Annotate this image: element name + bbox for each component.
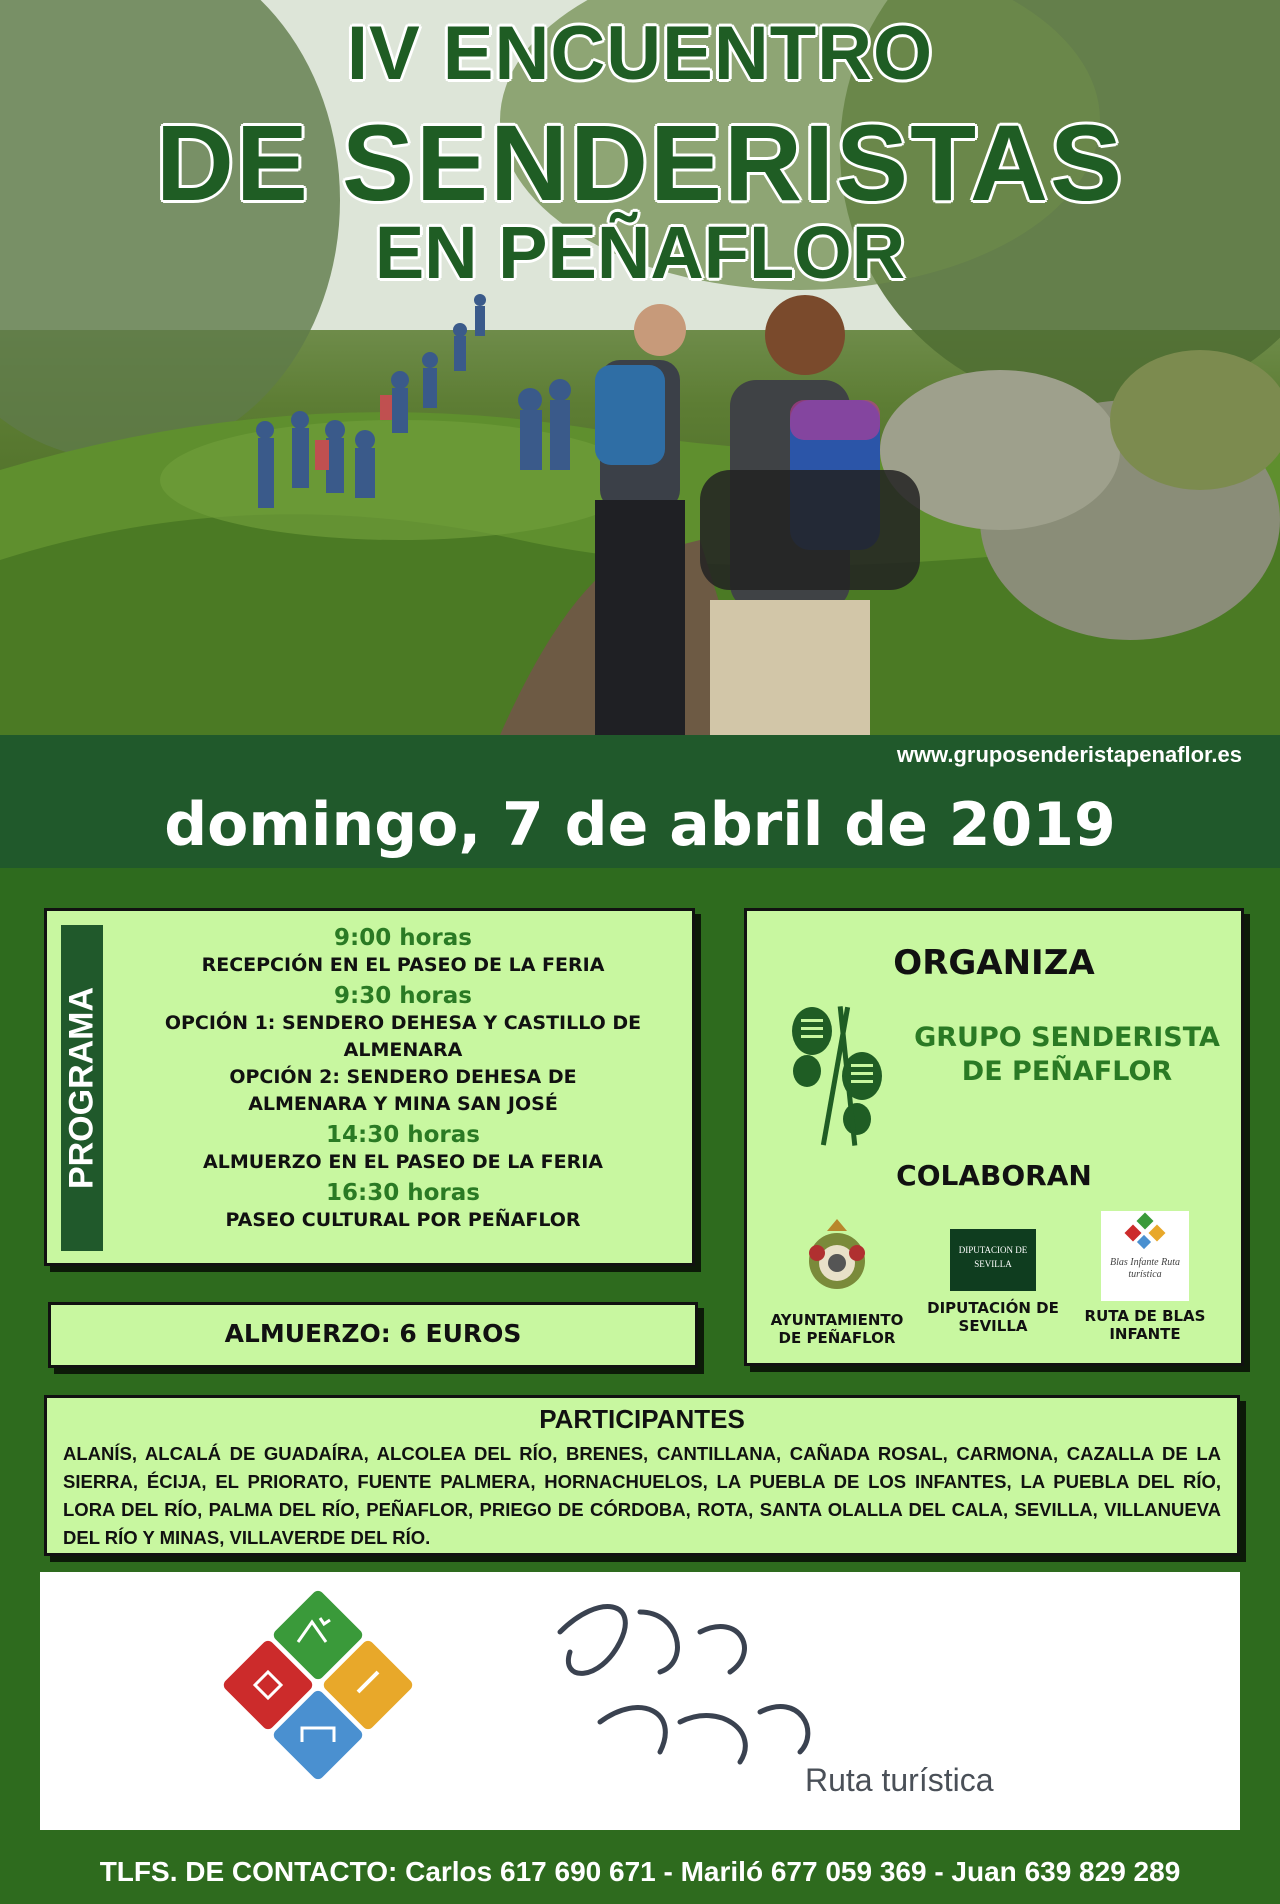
title-line-1: IV ENCUENTRO: [346, 11, 934, 96]
ruta-diamond-icon: [221, 1588, 414, 1781]
grupo-senderista-logo: [777, 1001, 897, 1151]
programa-desc: ALMUERZO EN EL PASEO DE LA FERIA: [203, 1151, 603, 1173]
blas-infante-logo: [40, 1572, 1240, 1830]
diputacion-logo: DIPUTACION DE SEVILLA: [950, 1229, 1036, 1291]
ayuntamiento-crest-icon: [792, 1211, 882, 1301]
sponsor-label: DIPUTACIÓN DE SEVILLA: [927, 1299, 1059, 1335]
participantes-title: PARTICIPANTES: [539, 1404, 745, 1434]
website-link[interactable]: www.gruposenderistapenaflor.es: [896, 742, 1242, 767]
programa-time: 9:30 horas: [334, 983, 472, 1009]
sponsor-diputacion: [913, 1211, 1073, 1335]
programa-box: [44, 908, 695, 1266]
programa-desc: OPCIÓN 1: SENDERO DEHESA Y CASTILLO DE ALMENARA: [164, 1012, 642, 1061]
title-line-3: EN PEÑAFLOR: [374, 211, 906, 294]
almuerzo-box: [48, 1302, 698, 1368]
blas-infante-small-icon: [1101, 1211, 1189, 1251]
programa-desc: RECEPCIÓN EN EL PASEO DE LA FERIA: [201, 954, 605, 976]
event-date: domingo, 7 de abril de 2019: [164, 790, 1116, 860]
sponsor-label: RUTA DE BLAS INFANTE: [1084, 1307, 1206, 1343]
programa-time: 9:00 horas: [334, 925, 472, 951]
colaboran-title: COLABORAN: [896, 1159, 1092, 1192]
organizer-name: GRUPO SENDERISTA DE PEÑAFLOR: [914, 1022, 1220, 1087]
programa-desc-2: OPCIÓN 2: SENDERO DEHESA DE ALMENARA Y MINA SAN JOSÉ: [229, 1066, 577, 1115]
organiza-box: [744, 908, 1244, 1366]
ruta-turistica-label: Ruta turística: [805, 1762, 994, 1798]
blas-infante-small-logo: Blas Infante Ruta turística: [1101, 1211, 1189, 1301]
contact-phones: TLFS. DE CONTACTO: Carlos 617 690 671 - Mariló 677 059 369 - Juan 639 829 289: [99, 1856, 1181, 1887]
programa-time: 14:30 horas: [326, 1122, 480, 1148]
programa-list: [123, 921, 683, 1234]
blas-infante-banner: [40, 1572, 1240, 1830]
sponsor-blas-infante: [1065, 1211, 1225, 1343]
programa-label: PROGRAMA: [62, 986, 101, 1190]
title-line-2: DE SENDERISTAS: [155, 102, 1125, 223]
sponsor-label: AYUNTAMIENTO DE PEÑAFLOR: [770, 1311, 904, 1347]
sponsor-ayuntamiento: [757, 1211, 917, 1347]
participantes-list: ALANÍS, ALCALÁ DE GUADAÍRA, ALCOLEA DEL RÍO, BRENES, CANTILLANA, CAÑADA ROSAL, CARMONA, CAZALLA DE LA SIERRA, ÉCIJA, EL PRIORATO, FUENTE PALMERA, HORNACHUELOS, LA PUEBLA DE LOS INFANTES, LA PUEBLA DEL RÍO, LORA DEL RÍO, PALMA DEL RÍO, PEÑAFLOR, PRIEGO DE CÓRDOBA, ROTA, SANTA OLALLA DEL CALA, SEVILLA, VILLANUEVA DEL RÍO Y MINAS, VILLAVERDE DEL RÍO.: [63, 1443, 1221, 1548]
almuerzo-price: ALMUERZO: 6 EUROS: [224, 1319, 522, 1348]
programa-label-bar: [61, 925, 103, 1251]
participantes-box: [44, 1395, 1240, 1556]
organiza-title: ORGANIZA: [893, 943, 1095, 983]
programa-desc: PASEO CULTURAL POR PEÑAFLOR: [225, 1209, 581, 1231]
programa-time: 16:30 horas: [326, 1180, 480, 1206]
